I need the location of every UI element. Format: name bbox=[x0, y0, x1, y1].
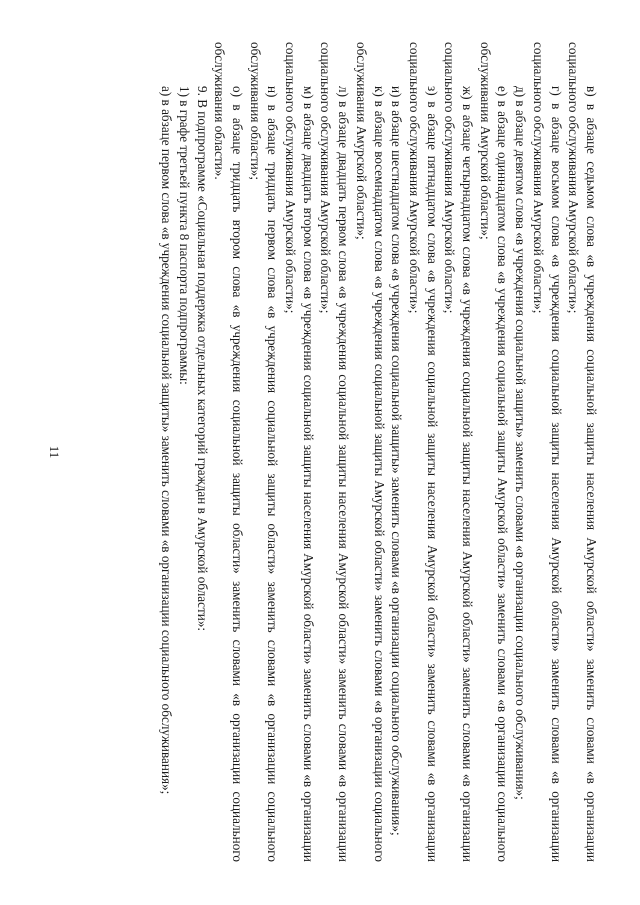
paragraph-n: н) в абзаце тридцать первом слова «в учреждения социальной защиты области» заменить словами «в организации социального обслуживания области»; bbox=[247, 42, 281, 862]
page-number: 11 bbox=[47, 445, 62, 459]
paragraph-e: е) в абзаце одиннадцатом слова «в учреждения социальной защиты Амурской области» заменить словами «в организации социального обслуживания Амурской области»; bbox=[477, 42, 511, 862]
paragraph-9-1a: а) в абзаце первом слова «в учреждения социальной защиты» заменить словами «в организации социального обслуживания»; bbox=[159, 86, 175, 795]
paragraph-l: л) в абзаце двадцать первом слова «в учреждения социальной защиты населения Амурской области» заменить словами «в организации социального обслуживания Амурской области»; bbox=[318, 42, 352, 862]
paragraph-zh: ж) в абзаце четырнадцатом слова «в учреждения социальной защиты населения Амурской области» заменить словами «в организации социального обслуживания Амурской области»; bbox=[442, 42, 476, 862]
paragraph-d: д) в абзаце девятом слова «в учреждения социальной защиты» заменить словами «в организации социального обслуживания»; bbox=[513, 86, 529, 800]
paragraph-o: о) в абзаце тридцать втором слова «в учреждения социальной защиты области» заменить словами «в организации социального обслуживания области». bbox=[212, 42, 245, 862]
paragraph-9-1: 1) в графе третьей пункта 8 паспорта подпрограммы: bbox=[176, 86, 192, 385]
paragraph-z: з) в абзаце пятнадцатом слова «в учреждения социальной защиты населения Амурской области» заменить словами «в организации социального обслуживания Амурской области»; bbox=[406, 42, 440, 862]
paragraph-9: 9. В подпрограмме «Социальная поддержка отдельных категорий граждан в Амурской области»: bbox=[194, 86, 210, 632]
paragraph-g: г) в абзаце восьмом слова «в учреждения социальной защиты населения Амурской области» заменить словами «в организации социального обслуживания Амурской области»; bbox=[530, 42, 564, 862]
paragraph-v: в) в абзаце седьмом слова «в учреждения социальной защиты населения Амурской области» заменить словами «в организации социального обслуживания Амурской области»; bbox=[566, 42, 599, 862]
paragraph-i: и) в абзаце шестнадцатом слова «в учреждения социальной защиты» заменить словами «в организации социального обслуживания»; bbox=[389, 86, 405, 836]
paragraph-k: к) в абзаце восемнадцатом слова «в учреждения социальной защиты Амурской области» заменить словами «в организации социального обслуживания Амурской области»; bbox=[353, 42, 387, 862]
document-body bbox=[90, 42, 600, 862]
paragraph-m: м) в абзаце двадцать втором слова «в учреждения социальной защиты населения Амурской области» заменить словами «в организации социального обслуживания Амурской области»; bbox=[283, 42, 316, 862]
